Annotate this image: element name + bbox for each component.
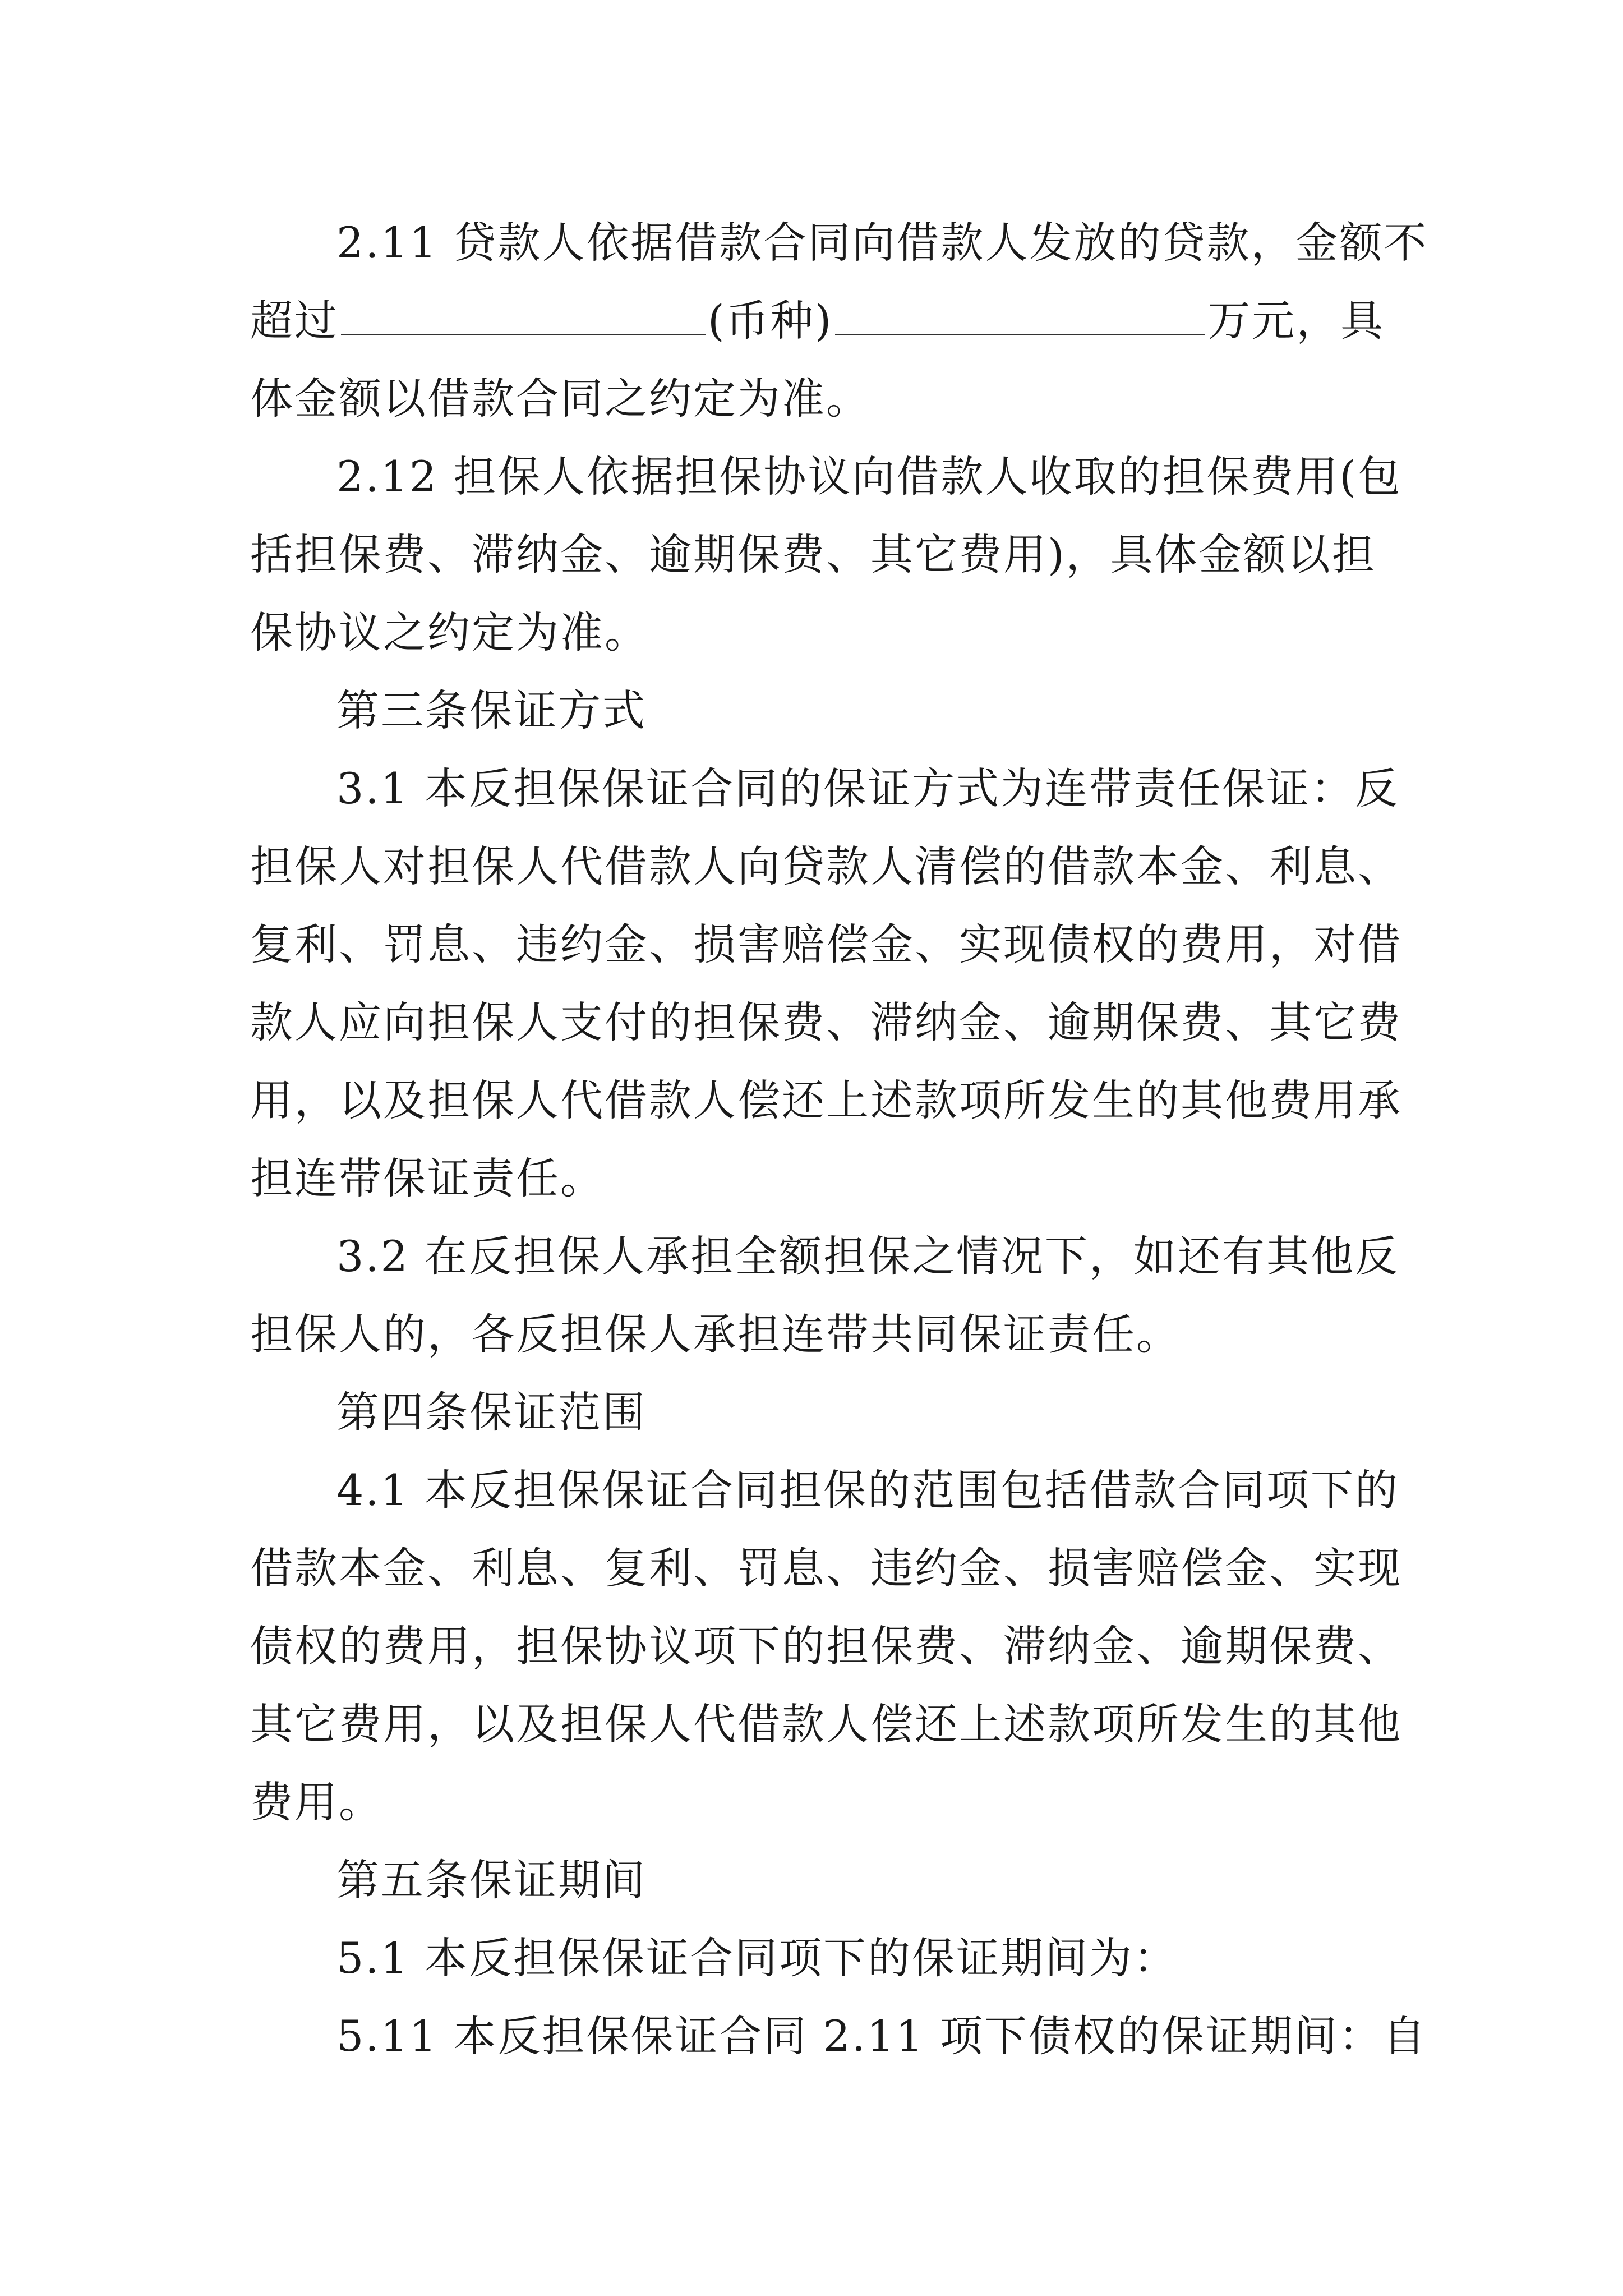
- paragraph-3-1-line-6: 担连带保证责任。: [250, 1153, 605, 1203]
- paragraph-3-1-line-5: 用，以及担保人代借款人偿还上述款项所发生的其他费用承: [250, 1075, 1402, 1125]
- text-segment: (币种): [708, 296, 833, 346]
- paragraph-2-11-line-1: 2.11 贷款人依据借款合同向借款人发放的贷款，金额不: [336, 218, 1428, 268]
- paragraph-3-1-line-1: 3.1 本反担保保证合同的保证方式为连带责任保证：反: [336, 763, 1400, 813]
- paragraph-4-1-line-5: 费用。: [250, 1777, 383, 1827]
- paragraph-2-11-line-3: 体金额以借款合同之约定为准。: [250, 374, 870, 424]
- paragraph-4-1-line-3: 债权的费用，担保协议项下的担保费、滞纳金、逾期保费、: [250, 1621, 1402, 1671]
- paragraph-3-2-line-2: 担保人的，各反担保人承担连带共同保证责任。: [250, 1309, 1181, 1359]
- paragraph-5-1: 5.1 本反担保保证合同项下的保证期间为：: [336, 1933, 1178, 1983]
- fill-in-blank-amount[interactable]: [341, 300, 706, 335]
- text-segment: 万元，具: [1207, 296, 1385, 346]
- paragraph-2-12-line-2: 括担保费、滞纳金、逾期保费、其它费用)，具体金额以担: [250, 530, 1376, 579]
- paragraph-2-11-line-2: [250, 293, 1394, 349]
- paragraph-4-1-line-2: 借款本金、利息、复利、罚息、违约金、损害赔偿金、实现: [250, 1543, 1402, 1593]
- paragraph-3-1-line-4: 款人应向担保人支付的担保费、滞纳金、逾期保费、其它费: [250, 997, 1402, 1047]
- text-segment: 超过: [250, 296, 339, 346]
- heading-article-4: 第四条保证范围: [336, 1387, 647, 1437]
- paragraph-3-2-line-1: 3.2 在反担保人承担全额担保之情况下，如还有其他反: [336, 1231, 1400, 1281]
- paragraph-4-1-line-1: 4.1 本反担保保证合同担保的范围包括借款合同项下的: [336, 1465, 1400, 1515]
- fill-in-blank-value[interactable]: [835, 300, 1205, 335]
- heading-article-5: 第五条保证期间: [336, 1855, 647, 1905]
- heading-article-3: 第三条保证方式: [336, 685, 647, 735]
- paragraph-2-12-line-1: 2.12 担保人依据担保协议向借款人收取的担保费用(包: [336, 452, 1403, 501]
- paragraph-3-1-line-3: 复利、罚息、违约金、损害赔偿金、实现债权的费用，对借: [250, 919, 1402, 969]
- paragraph-3-1-line-2: 担保人对担保人代借款人向贷款人清偿的借款本金、利息、: [250, 841, 1402, 891]
- paragraph-5-11-line-1: 5.11 本反担保保证合同 2.11 项下债权的保证期间：自: [336, 2011, 1427, 2061]
- paragraph-2-12-line-3: 保协议之约定为准。: [250, 608, 649, 657]
- paragraph-4-1-line-4: 其它费用，以及担保人代借款人偿还上述款项所发生的其他: [250, 1699, 1402, 1749]
